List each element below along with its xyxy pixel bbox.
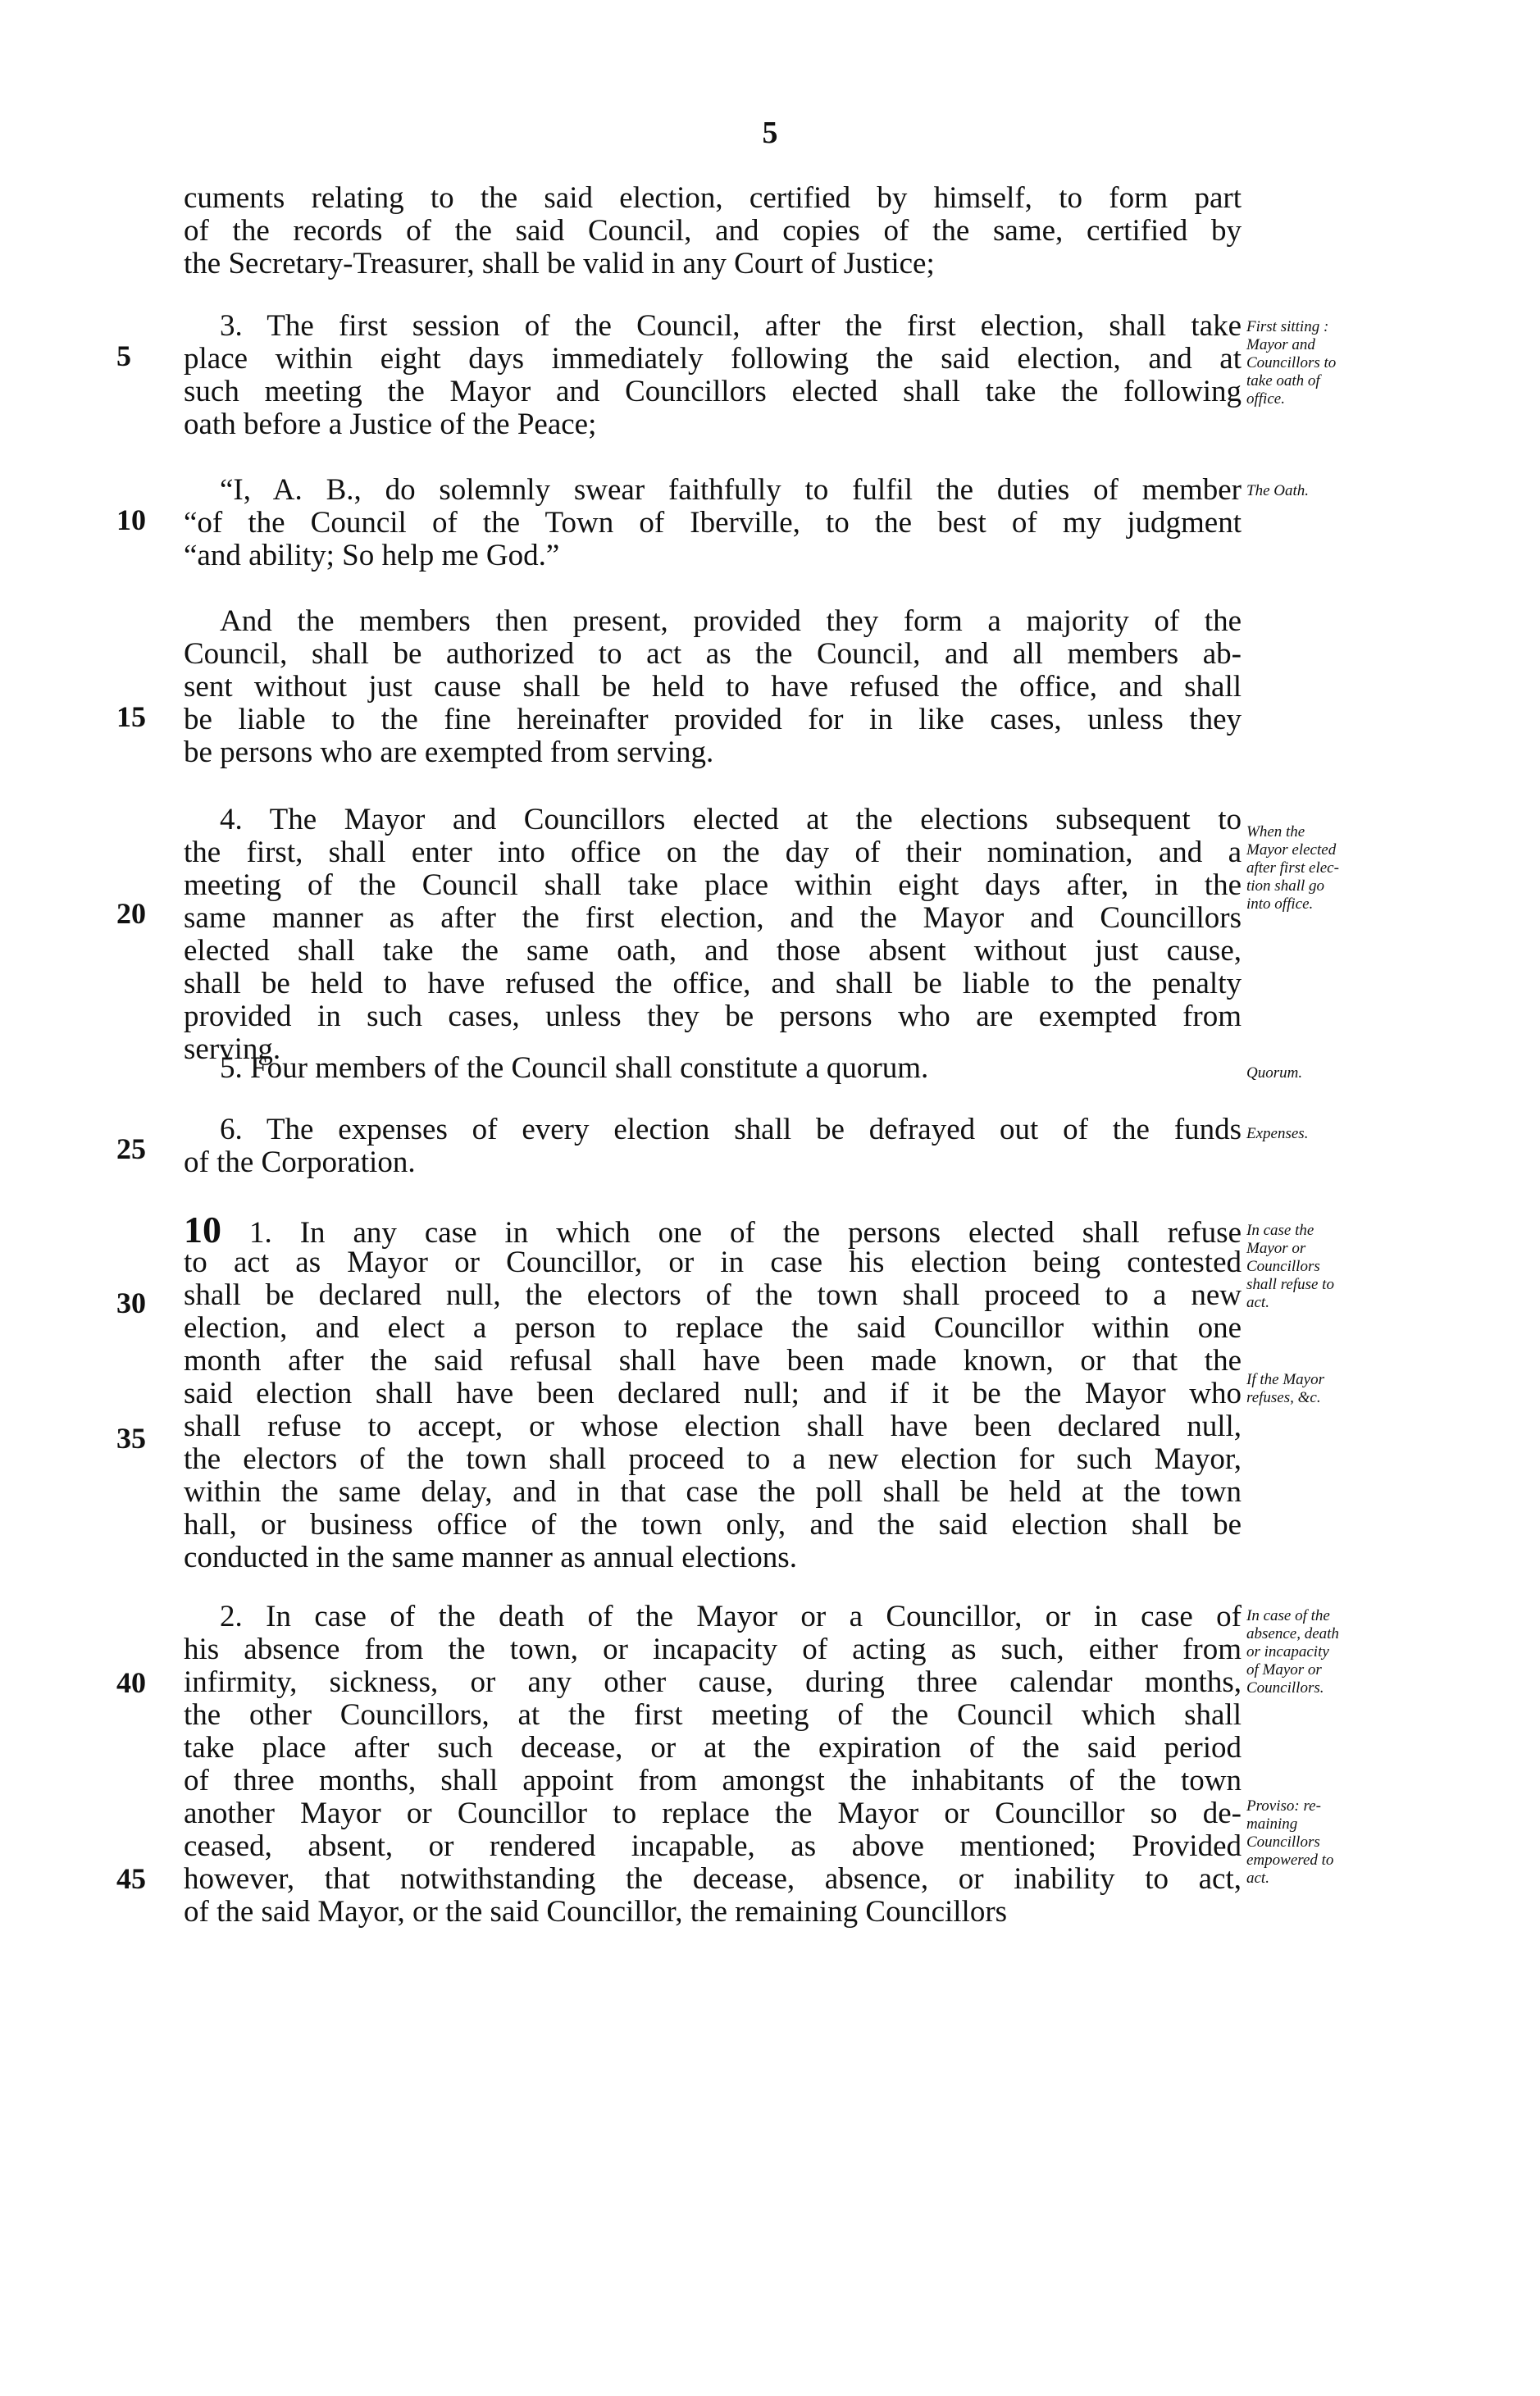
margin-note-line: Councillors. — [1246, 1679, 1324, 1697]
line-number: 45 — [116, 1862, 146, 1895]
margin-note-m1 — [1246, 318, 1419, 408]
margin-note-m2 — [1246, 482, 1419, 500]
text-line: 5. Four members of the Council shall constitute a quorum. — [220, 1051, 929, 1085]
margin-note-line: shall refuse to — [1246, 1276, 1334, 1293]
text-line: “of the Council of the Town of Iberville, to the best of my judgment — [184, 506, 1242, 540]
margin-note-line: of Mayor or — [1246, 1661, 1322, 1679]
text-line: be persons who are exempted from serving. — [184, 736, 714, 769]
line-number: 25 — [116, 1132, 146, 1165]
paragraph-p0 — [184, 182, 1242, 280]
text-line: 3. The first session of the Council, after the first election, shall take — [220, 309, 1242, 343]
margin-note-line: office. — [1246, 390, 1285, 408]
text-line: hall, or business office of the town only, and the said election shall be — [184, 1508, 1242, 1542]
text-line: the electors of the town shall proceed to a new election for such Mayor, — [184, 1442, 1242, 1476]
text-line: month after the said refusal shall have been made known, or that the — [184, 1344, 1242, 1378]
text-line: however, that notwithstanding the decease, absence, or inability to act, — [184, 1862, 1242, 1896]
margin-note-m9 — [1246, 1797, 1419, 1888]
margin-note-line: tion shall go — [1246, 877, 1325, 895]
margin-note-line: Councillors — [1246, 1258, 1320, 1275]
text-line: ceased, absent, or rendered incapable, as above mentioned; Provided — [184, 1829, 1242, 1863]
text-line: another Mayor or Councillor to replace the Mayor or Councillor so de- — [184, 1797, 1242, 1830]
text-line: 6. The expenses of every election shall be defrayed out of the funds — [220, 1113, 1242, 1146]
margin-note-line: empowered to — [1246, 1852, 1334, 1869]
margin-note-line: In case the — [1246, 1222, 1314, 1239]
margin-note-line: take oath of — [1246, 372, 1320, 389]
text-line: his absence from the town, or incapacity of acting as such, either from — [184, 1633, 1242, 1666]
margin-note-m5 — [1246, 1125, 1419, 1143]
text-line — [184, 1209, 1242, 1250]
text-line: serving. — [184, 1032, 281, 1066]
margin-note-line: maining — [1246, 1815, 1298, 1833]
text-line: conducted in the same manner as annual elections. — [184, 1541, 797, 1574]
text-line: take place after such decease, or at the expiration of the said period — [184, 1731, 1242, 1765]
text-line: to act as Mayor or Councillor, or in case his election being contested — [184, 1246, 1242, 1279]
text-line: provided in such cases, unless they be persons who are exempted from — [184, 1000, 1242, 1033]
margin-note-m7 — [1246, 1371, 1419, 1407]
margin-note-line: When the — [1246, 823, 1305, 840]
text-line: And the members then present, provided they form a majority of the — [220, 604, 1242, 638]
page-number: 5 — [762, 116, 778, 150]
margin-note-line: refuses, &c. — [1246, 1389, 1321, 1406]
paragraph-p10-2 — [184, 1601, 1242, 1929]
margin-note-line: Expenses. — [1246, 1125, 1309, 1142]
margin-note-line: Councillors to — [1246, 354, 1337, 371]
text-line: election, and elect a person to replace the said Councillor within one — [184, 1311, 1242, 1345]
paragraph-p10-1 — [184, 1209, 1242, 1574]
paragraph-p4 — [184, 804, 1242, 1066]
margin-note-m3 — [1246, 823, 1419, 913]
line-number: 5 — [116, 339, 131, 372]
margin-note-line: If the Mayor — [1246, 1371, 1324, 1388]
text-line: “I, A. B., do solemnly swear faithfully to fulfil the duties of member — [220, 473, 1242, 507]
text-line: the other Councillors, at the first meeting of the Council which shall — [184, 1698, 1242, 1732]
margin-note-line: First sitting : — [1246, 318, 1329, 335]
paragraph-p5 — [184, 1052, 1242, 1085]
section-number: 10 — [184, 1209, 221, 1250]
line-number: 35 — [116, 1422, 146, 1455]
text-line: same manner as after the first election, and the Mayor and Councillors — [184, 901, 1242, 935]
line-number: 30 — [116, 1287, 146, 1319]
margin-note-line: after first elec- — [1246, 859, 1339, 877]
text-line-content: 1. In any case in which one of the persons elected shall refuse — [221, 1216, 1242, 1250]
paragraph-p3 — [184, 310, 1242, 441]
margin-note-line: act. — [1246, 1294, 1269, 1311]
margin-note-line: Councillors — [1246, 1833, 1320, 1851]
text-line: such meeting the Mayor and Councillors elected shall take the following — [184, 375, 1242, 408]
text-line: sent without just cause shall be held to have refused the office, and shall — [184, 670, 1242, 704]
text-line: 2. In case of the death of the Mayor or a Councillor, or in case of — [220, 1600, 1242, 1633]
text-line: shall be declared null, the electors of the town shall proceed to a new — [184, 1278, 1242, 1312]
line-number: 40 — [116, 1666, 146, 1699]
text-line: infirmity, sickness, or any other cause, during three calendar months, — [184, 1665, 1242, 1699]
margin-note-line: Proviso: re- — [1246, 1797, 1321, 1815]
paragraph-p3b — [184, 605, 1242, 769]
paragraph-p6 — [184, 1114, 1242, 1179]
text-line: elected shall take the same oath, and those absent without just cause, — [184, 934, 1242, 968]
text-line: of the Corporation. — [184, 1146, 416, 1179]
line-number: 20 — [116, 897, 146, 930]
text-line: 4. The Mayor and Councillors elected at the elections subsequent to — [220, 803, 1242, 836]
text-line: be liable to the fine hereinafter provided for in like cases, unless they — [184, 703, 1242, 736]
margin-note-line: absence, death — [1246, 1625, 1339, 1642]
text-line: cuments relating to the said election, certified by himself, to form part — [184, 181, 1242, 215]
text-line: “and ability; So help me God.” — [184, 539, 560, 572]
margin-note-line: Mayor elected — [1246, 841, 1337, 859]
margin-note-line: Mayor and — [1246, 336, 1315, 353]
text-line: within the same delay, and in that case the poll shall be held at the town — [184, 1475, 1242, 1509]
margin-note-m6 — [1246, 1222, 1419, 1312]
text-line: of three months, shall appoint from amongst the inhabitants of the town — [184, 1764, 1242, 1797]
line-number: 15 — [116, 700, 146, 733]
text-line: oath before a Justice of the Peace; — [184, 408, 597, 441]
margin-note-line: Quorum. — [1246, 1064, 1303, 1082]
margin-note-m4 — [1246, 1064, 1419, 1082]
text-line: meeting of the Council shall take place within eight days after, in the — [184, 868, 1242, 902]
margin-note-line: Mayor or — [1246, 1240, 1306, 1257]
text-line: shall be held to have refused the office, and shall be liable to the penalty — [184, 967, 1242, 1000]
margin-note-line: act. — [1246, 1870, 1269, 1887]
paragraph-oath — [184, 474, 1242, 572]
line-number: 10 — [116, 503, 146, 536]
text-line: Council, shall be authorized to act as the Council, and all members ab- — [184, 637, 1242, 671]
margin-note-line: The Oath. — [1246, 482, 1309, 499]
margin-note-line: In case of the — [1246, 1607, 1330, 1624]
text-line: said election shall have been declared null; and if it be the Mayor who — [184, 1377, 1242, 1410]
margin-note-line: or incapacity — [1246, 1643, 1329, 1660]
text-line: the Secretary-Treasurer, shall be valid in any Court of Justice; — [184, 247, 935, 280]
margin-note-line: into office. — [1246, 895, 1314, 913]
text-line: shall refuse to accept, or whose election shall have been declared null, — [184, 1410, 1242, 1443]
text-line: place within eight days immediately following the said election, and at — [184, 342, 1242, 376]
margin-note-m8 — [1246, 1607, 1419, 1697]
text-line: of the records of the said Council, and copies of the same, certified by — [184, 214, 1242, 248]
text-line: of the said Mayor, or the said Councillor, the remaining Councillors — [184, 1895, 1008, 1929]
text-line: the first, shall enter into office on the day of their nomination, and a — [184, 836, 1242, 869]
